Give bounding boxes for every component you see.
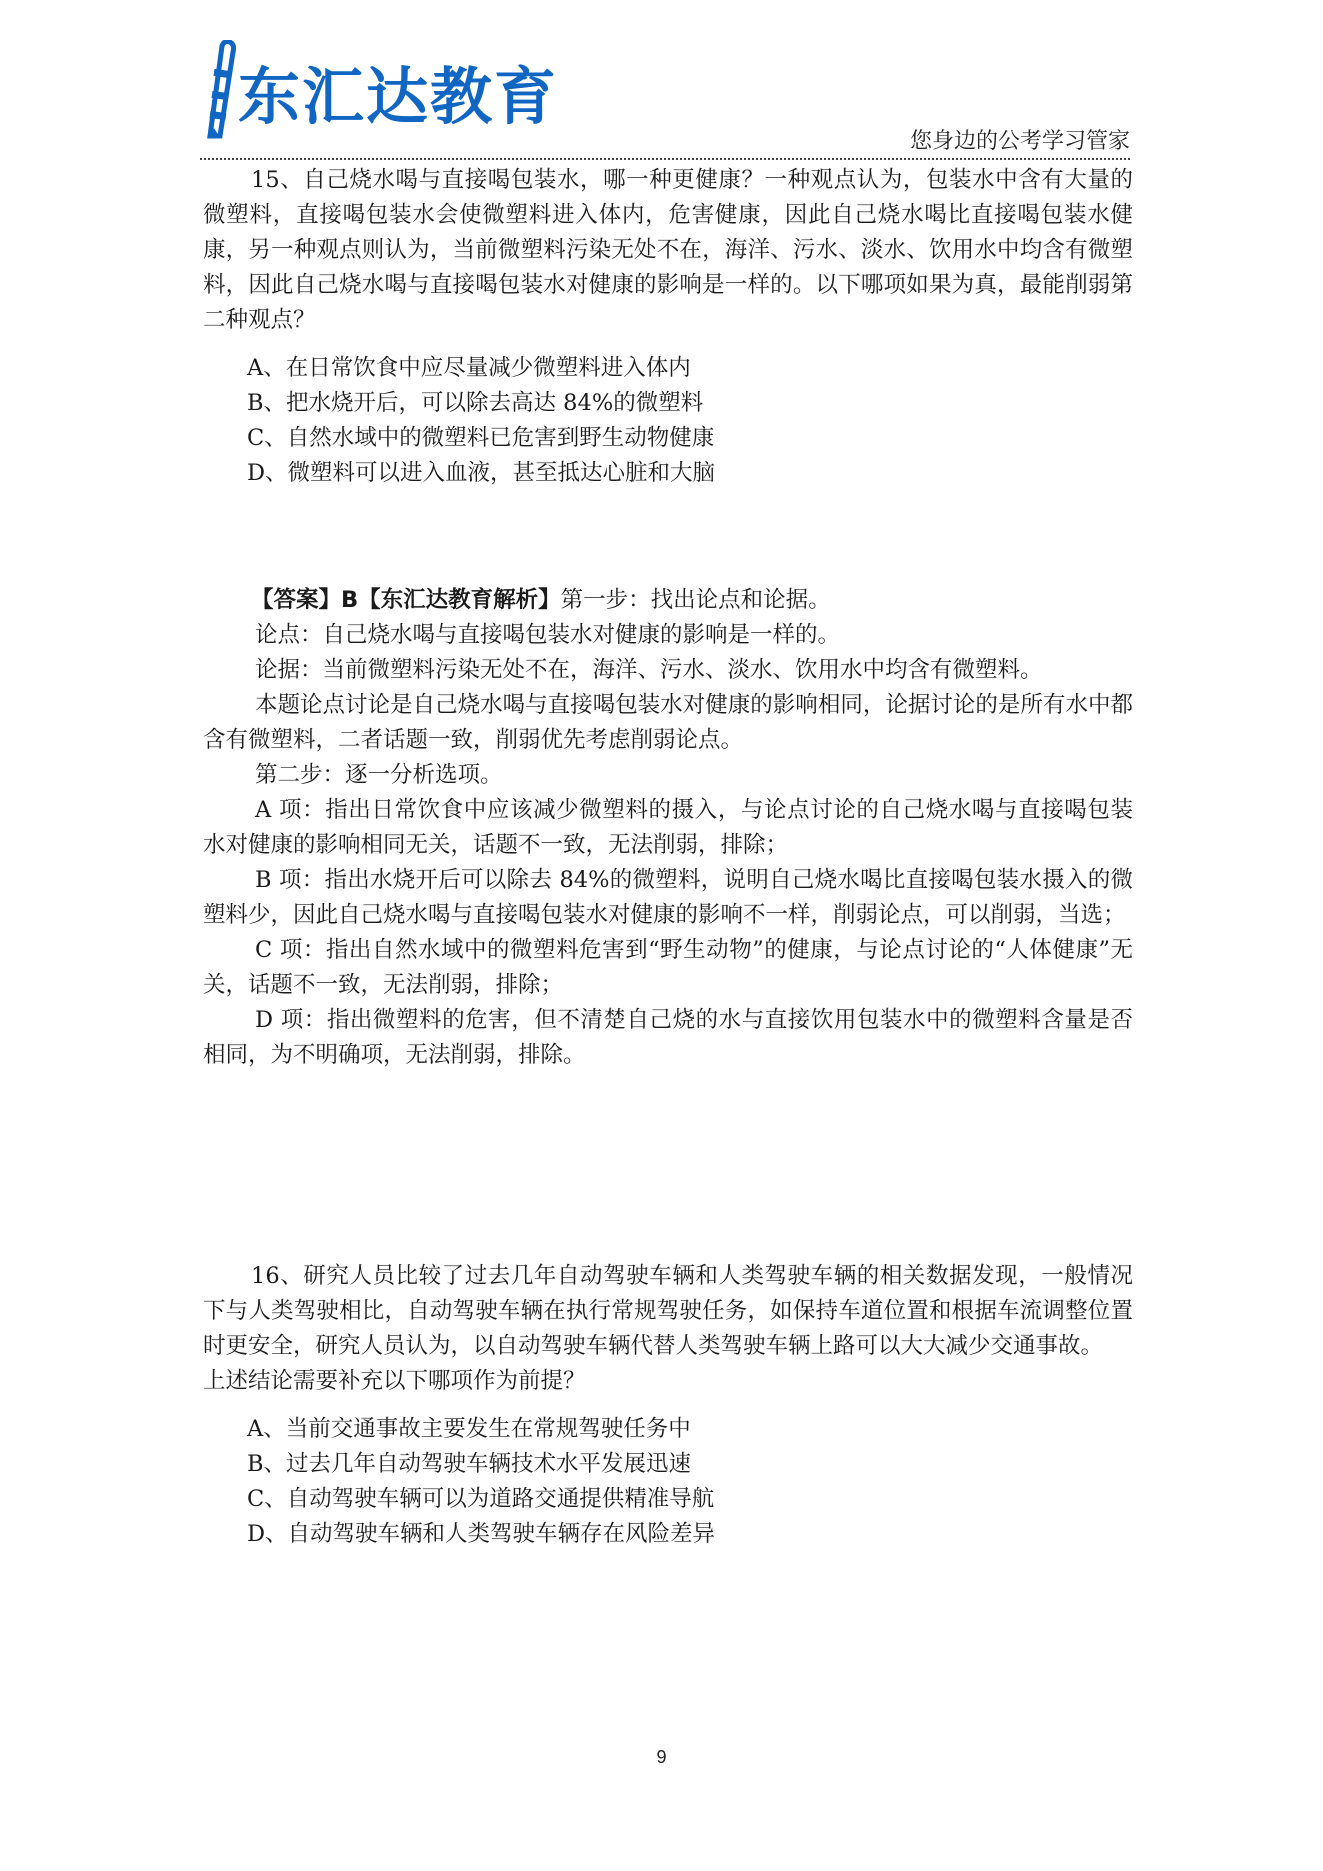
option-d: D、微塑料可以进入血液，甚至抵达心脏和大脑 (247, 460, 716, 486)
answer-analysis: 本题论点讨论是自己烧水喝与直接喝包装水对健康的影响相同，论据讨论的是所有水中都含有微塑料，二者话题一致，削弱优先考虑削弱论点。 (203, 692, 1133, 753)
question-16-stem: 16、研究人员比较了过去几年自动驾驶车辆和人类驾驶车辆的相关数据发现，一般情况下与人类驾驶相比，自动驾驶车辆在执行常规驾驶任务，如保持车道位置和根据车流调整位置时更安全，研究人员认为，以自动驾驶车辆代替人类驾驶车辆上路可以大大减少交通事故。 (203, 1263, 1133, 1359)
question-16-options (203, 1412, 1133, 1552)
answer-label: 【答案】B【东汇达教育解析】 (251, 587, 561, 613)
page-number: 9 (656, 1747, 667, 1767)
question-15-options (203, 351, 1133, 491)
question-16-prompt: 上述结论需要补充以下哪项作为前提？ (203, 1368, 586, 1394)
question-15-stem: 15、自己烧水喝与直接喝包装水，哪一种更健康？一种观点认为，包装水中含有大量的微塑料，直接喝包装水会使微塑料进入体内，危害健康，因此自己烧水喝比直接喝包装水健康，另一种观点则认为，当前微塑料污染无处不在，海洋、污水、淡水、饮用水中均含有微塑料，因此自己烧水喝与直接喝包装水对健康的影响是一样的。以下哪项如果为真，最能削弱第二种观点？ (203, 167, 1133, 333)
option-a: A、在日常饮食中应尽量减少微塑料进入体内 (247, 355, 691, 381)
page-content (203, 163, 1133, 1552)
analysis-d: D 项：指出微塑料的危害，但不清楚自己烧的水与直接饮用包装水中的微塑料含量是否相同，为不明确项，无法削弱，排除。 (203, 1007, 1133, 1068)
analysis-a: A 项：指出日常饮食中应该减少微塑料的摄入，与论点讨论的自己烧水喝与直接喝包装水对健康的影响相同无关，话题不一致，无法削弱，排除； (203, 797, 1133, 858)
logo-text: 东汇达教育 (238, 60, 559, 133)
option-c: C、自动驾驶车辆可以为道路交通提供精准导航 (247, 1486, 715, 1512)
header-divider (200, 158, 1130, 160)
option-a: A、当前交通事故主要发生在常规驾驶任务中 (247, 1416, 691, 1442)
option-b: B、把水烧开后，可以除去高达 84%的微塑料 (247, 390, 704, 416)
answer-evidence: 论据：当前微塑料污染无处不在，海洋、污水、淡水、饮用水中均含有微塑料。 (255, 657, 1043, 683)
answer-step2: 第二步：逐一分析选项。 (255, 762, 503, 788)
option-b: B、过去几年自动驾驶车辆技术水平发展迅速 (247, 1451, 692, 1477)
answer-step1: 第一步：找出论点和论据。 (560, 587, 831, 613)
analysis-b: B 项：指出水烧开后可以除去 84%的微塑料，说明自己烧水喝比直接喝包装水摄入的微塑料少，因此自己烧水喝与直接喝包装水对健康的影响不一样，削弱论点，可以削弱，当选； (203, 867, 1133, 928)
pen-logo-icon (200, 40, 240, 140)
brand-logo (200, 40, 760, 140)
option-d: D、自动驾驶车辆和人类驾驶车辆存在风险差异 (247, 1521, 716, 1547)
page-header (200, 40, 1130, 160)
option-c: C、自然水域中的微塑料已危害到野生动物健康 (247, 425, 715, 451)
answer-claim: 论点：自己烧水喝与直接喝包装水对健康的影响是一样的。 (255, 622, 841, 648)
answer-line (203, 583, 1133, 618)
analysis-c: C 项：指出自然水域中的微塑料危害到“野生动物”的健康，与论点讨论的“人体健康”无关，话题不一致，无法削弱，排除； (203, 937, 1133, 998)
header-slogan: 您身边的公考学习管家 (909, 129, 1130, 154)
